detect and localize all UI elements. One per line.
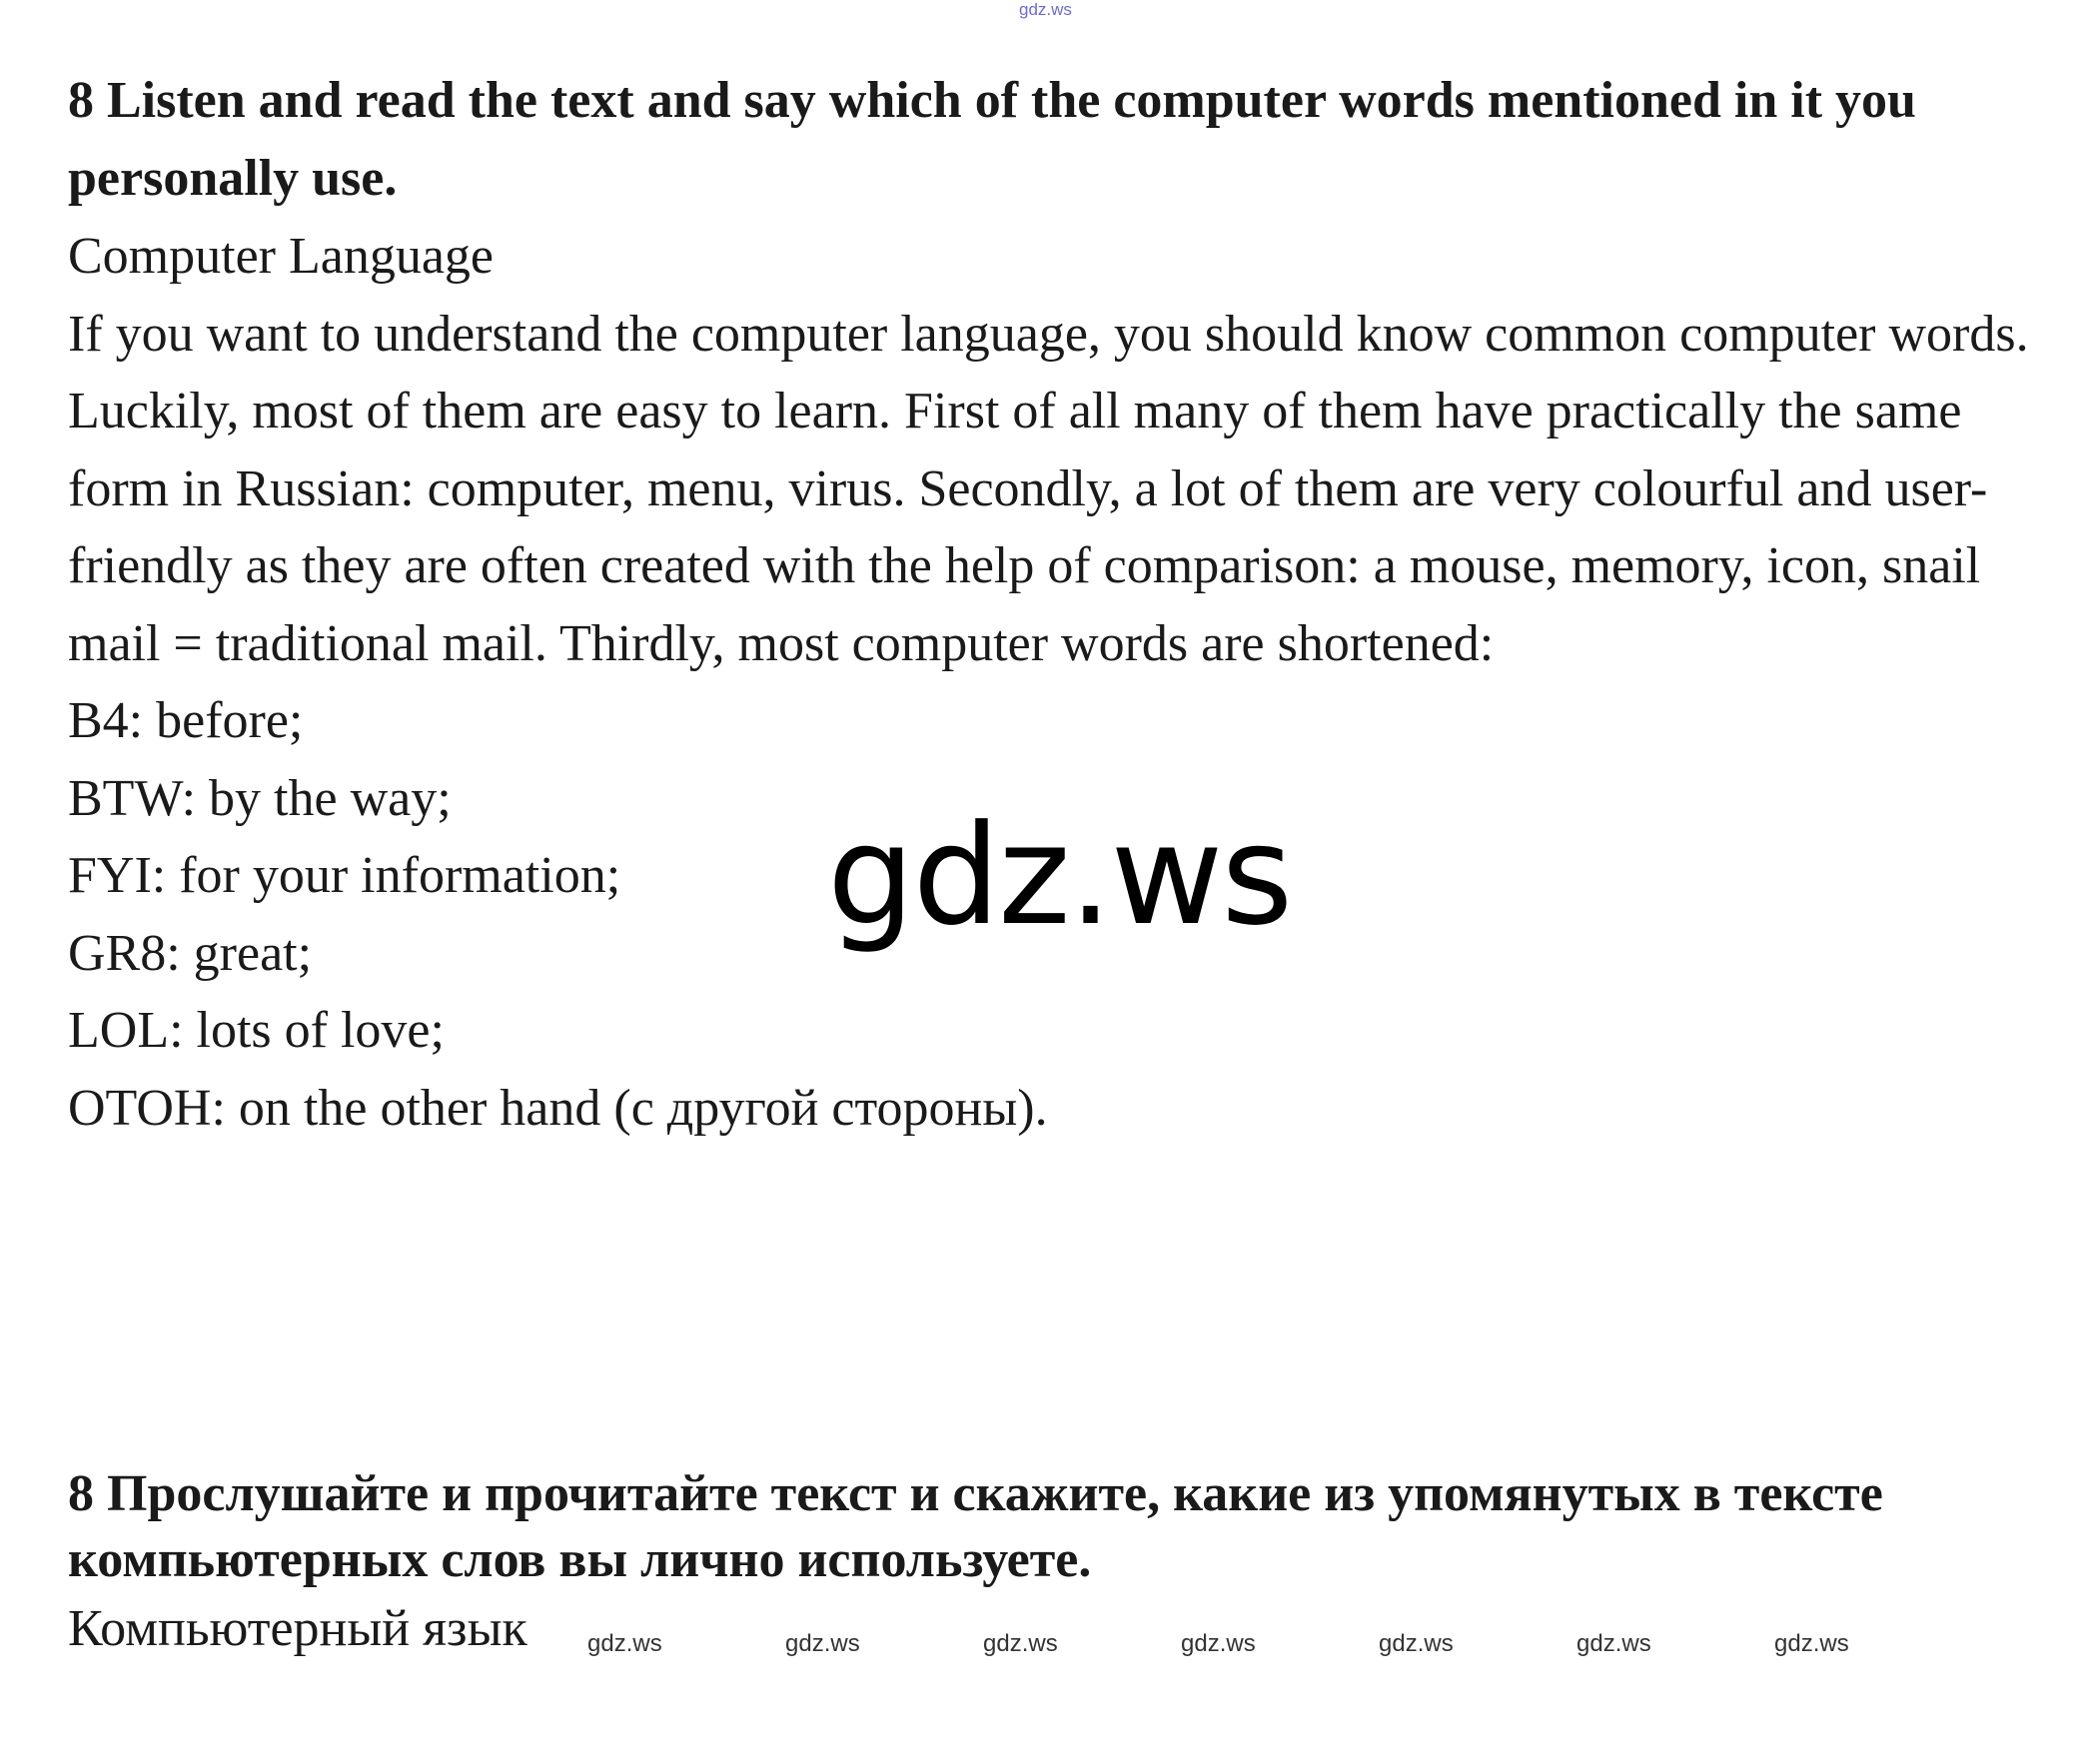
row-watermark: gdz.ws — [587, 1630, 662, 1657]
center-watermark: gdz.ws — [827, 795, 1292, 956]
english-section — [68, 62, 2056, 1147]
list-item: BTW: by the way; — [68, 769, 452, 827]
row-watermark: gdz.ws — [1181, 1630, 1256, 1657]
text-title-ru: Компьютерный язык — [68, 1600, 527, 1657]
task-title-en: 8 Listen and read the text and say which of the computer words mentioned in it you personally use. — [68, 72, 1916, 207]
task-title-ru: 8 Прослушайте и прочитайте текст и скажите, какие из упомянутых в тексте компьютерных слов вы лично используете. — [68, 1465, 1883, 1588]
paragraph-2: Luckily, most of them are easy to learn. First of all many of them have practically the same form in Russian: computer, menu, virus. Secondly, a lot of them are very colourful and user-friendly as they are often created with the help of comparison: a mouse, memory, icon, snail mail = traditional mail. Thirdly, most computer words are shortened: — [68, 383, 1988, 672]
list-item: B4: before; — [68, 692, 304, 749]
top-watermark: gdz.ws — [1019, 0, 1072, 19]
list-item: LOL: lots of love; — [68, 1002, 445, 1059]
row-watermark: gdz.ws — [983, 1630, 1058, 1657]
russian-section — [68, 1461, 2056, 1665]
row-watermark: gdz.ws — [785, 1630, 860, 1657]
row-watermark: gdz.ws — [1774, 1630, 1849, 1657]
list-item: GR8: great; — [68, 924, 313, 982]
paragraph-1: If you want to understand the computer language, you should know common computer words. — [68, 305, 2029, 363]
list-item: OTOH: on the other hand (с другой стороны). — [68, 1079, 1048, 1137]
row-watermark: gdz.ws — [1379, 1630, 1454, 1657]
text-title: Computer Language — [68, 228, 494, 285]
row-watermark: gdz.ws — [1576, 1630, 1651, 1657]
list-item: FYI: for your information; — [68, 847, 621, 904]
